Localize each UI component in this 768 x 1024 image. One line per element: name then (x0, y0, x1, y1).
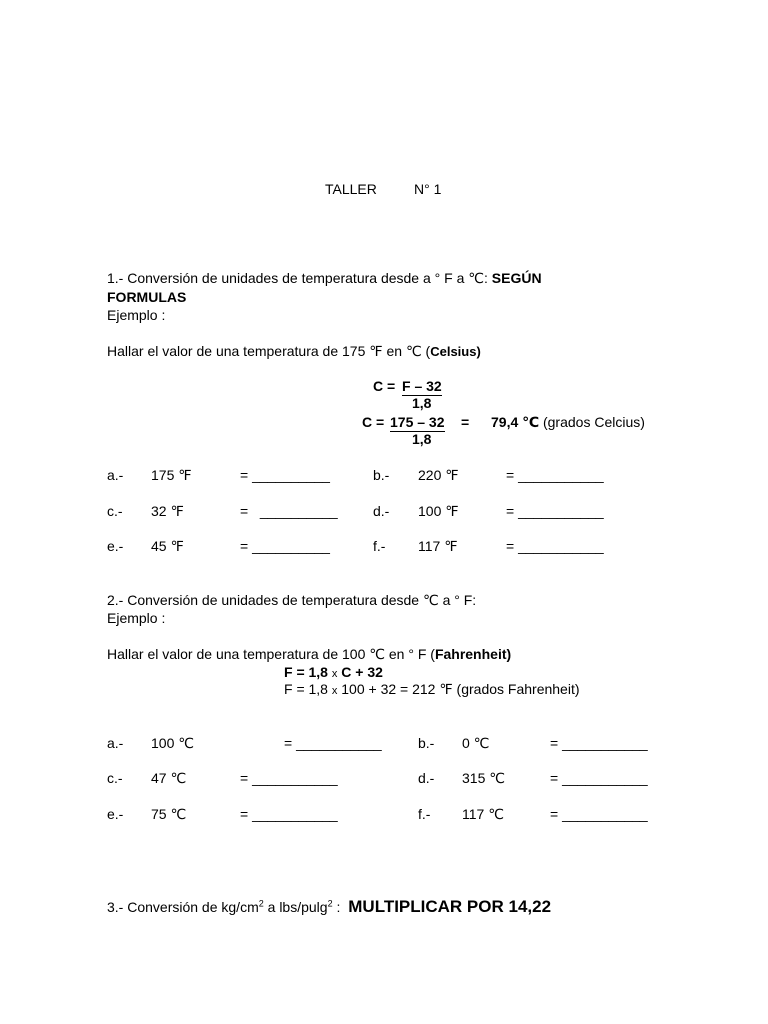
exercise-answer-blank: = ___________ (550, 735, 648, 751)
section3-sup-a: 2 (258, 898, 264, 909)
exercise-answer-blank: = __________ (240, 538, 330, 554)
exercise-value: 0 ℃ (462, 735, 490, 751)
exercise-answer-blank: = ___________ (550, 770, 648, 786)
exercise-answer-blank: = ___________ (506, 503, 604, 519)
section1-ejemplo: Ejemplo : (107, 307, 166, 323)
section2-problem (107, 646, 511, 663)
formula2-result-note: (grados Celcius) (542, 414, 645, 430)
section1-problem-bold: Celsius) (430, 344, 481, 359)
section1-heading-text: 1.- Conversión de unidades de temperatura desde a ° F a ℃: (107, 270, 488, 286)
section2-formula2-a: F = 1,8 (284, 681, 328, 697)
exercise-value: 45 ℉ (151, 538, 184, 554)
exercise-label: a.- (107, 467, 124, 483)
section2-problem-text: Hallar el valor de una temperatura de 100 ℃ en ° F ( (107, 646, 435, 662)
exercise-label: d.- (373, 503, 390, 519)
exercise-value: 32 ℉ (151, 503, 184, 519)
exercise-label: f.- (418, 806, 431, 822)
section3-instruction: MULTIPLICAR POR 14,22 (348, 897, 552, 916)
exercise-label: e.- (107, 538, 124, 554)
formula2-result-value: 79,4 ℃ (491, 414, 540, 430)
title-taller: TALLER (325, 181, 377, 197)
exercise-value: 100 ℉ (418, 503, 459, 519)
section2-ejemplo: Ejemplo : (107, 610, 166, 626)
exercise-answer-blank: = __________ (240, 467, 330, 483)
exercise-value: 100 ℃ (151, 735, 194, 751)
exercise-label: b.- (373, 467, 390, 483)
exercise-value: 117 ℃ (462, 806, 504, 822)
exercise-answer-blank: = ___________ (240, 806, 338, 822)
exercise-value: 117 ℉ (418, 538, 458, 554)
formula1-numerator: F – 32 (402, 378, 442, 394)
section3-heading-a: 3.- Conversión de kg/cm (107, 899, 259, 915)
exercise-label: f.- (373, 538, 386, 554)
formula1-denominator: 1,8 (412, 395, 432, 411)
formula1-lhs: C = (373, 378, 396, 394)
section2-formula2-b: 100 + 32 = 212 ℉ (grados Fahrenheit) (341, 681, 580, 697)
section2-formula1-b: C + 32 (341, 664, 383, 680)
section2-formula2-x: x (331, 685, 338, 697)
exercise-value: 175 ℉ (151, 467, 192, 483)
exercise-value: 315 ℃ (462, 770, 505, 786)
title-number: N° 1 (414, 181, 442, 197)
section1-heading-bold2: FORMULAS (107, 289, 187, 305)
exercise-value: 47 ℃ (151, 770, 187, 786)
exercise-label: e.- (107, 806, 124, 822)
section2-problem-bold: Fahrenheit) (434, 646, 512, 662)
exercise-answer-blank: = ___________ (550, 806, 648, 822)
formula2-denominator: 1,8 (412, 431, 432, 447)
exercise-answer-blank: = ___________ (506, 467, 604, 483)
exercise-label: c.- (107, 770, 123, 786)
exercise-value: 220 ℉ (418, 467, 459, 483)
section1-heading-bold: SEGÚN (491, 270, 542, 286)
exercise-label: d.- (418, 770, 435, 786)
section2-formula1-a: F = 1,8 (284, 664, 328, 680)
section1-heading (107, 270, 542, 287)
formula2-lhs: C = (362, 414, 385, 430)
exercise-label: b.- (418, 735, 435, 751)
formula2-numerator: 175 – 32 (390, 414, 445, 430)
section3-heading-b: a lbs/pulg (263, 899, 328, 915)
formula2-equals: = (461, 414, 470, 430)
section2-heading: 2.- Conversión de unidades de temperatura desde ℃ a ° F: (107, 592, 477, 608)
section3-sup-b: 2 (327, 898, 333, 909)
exercise-answer-blank: = __________ (240, 503, 338, 519)
section2-formula1-x: x (331, 668, 338, 680)
section1-problem (107, 343, 481, 360)
exercise-value: 75 ℃ (151, 806, 187, 822)
exercise-answer-blank: = ___________ (240, 770, 338, 786)
section3-heading-c: : (332, 899, 341, 915)
exercise-label: a.- (107, 735, 124, 751)
section2-formula2 (284, 681, 580, 700)
page-title (325, 181, 377, 198)
exercise-label: c.- (107, 503, 123, 519)
exercise-answer-blank: = ___________ (506, 538, 604, 554)
formula2-result (491, 414, 645, 431)
section3-heading (107, 898, 551, 916)
section1-problem-text: Hallar el valor de una temperatura de 175 ℉ en ℃ ( (107, 343, 431, 359)
exercise-answer-blank: = ___________ (284, 735, 382, 751)
